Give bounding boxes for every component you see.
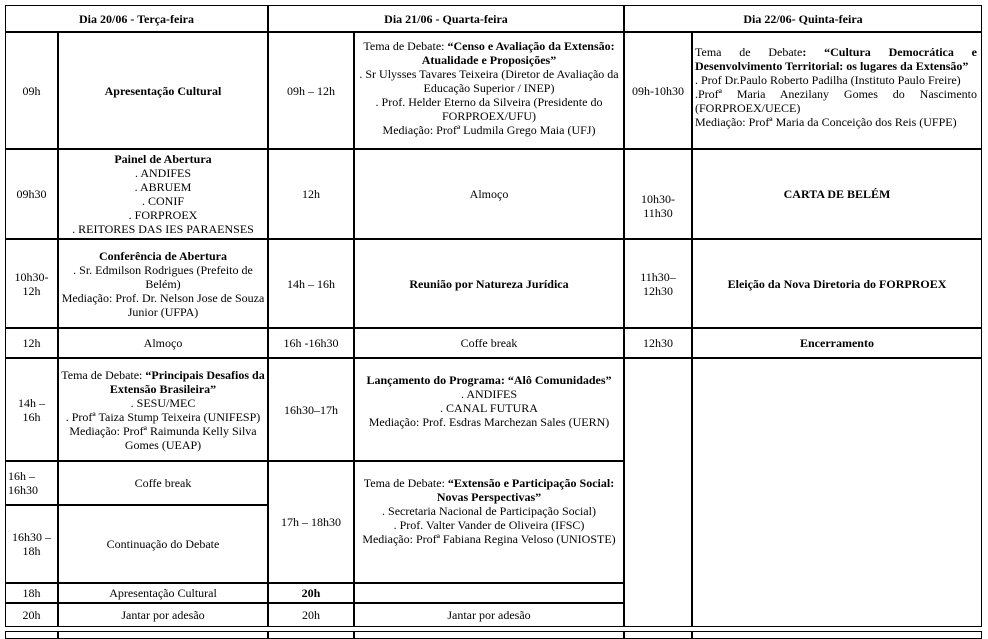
theme-title: “Extensão e Participação Social: Novas Perspectivas” bbox=[436, 476, 615, 504]
header-day-2-label: Dia 21/06 - Quarta-feira bbox=[384, 11, 508, 26]
next-row-cell bbox=[692, 631, 982, 639]
day2-activity-r6 bbox=[354, 461, 624, 583]
time-label: 12h bbox=[22, 336, 41, 350]
day1-time-r4 bbox=[5, 328, 58, 358]
header-day-3-label: Dia 22/06- Quinta-feira bbox=[743, 11, 863, 26]
time-label: 10h30-11h30 bbox=[641, 192, 675, 220]
day2-activity-r8 bbox=[354, 603, 624, 627]
day1-activity-r8 bbox=[58, 583, 268, 603]
activity-title: Continuação do Debate bbox=[106, 537, 220, 551]
list-item: . Sr Ulysses Tavares Teixeira (Diretor de Avaliação da Educação Superior / INEP) bbox=[359, 67, 619, 95]
day2-time-r3 bbox=[268, 239, 354, 328]
theme-title-continued: Desenvolvimento Territorial: os lugares da Extensão” bbox=[695, 59, 969, 73]
list-item: . Prof. Helder Eterno da Silveira (Presidente do FORPROEX/UFU) bbox=[375, 95, 603, 123]
day1-activity-r6 bbox=[58, 461, 268, 505]
time-label: 20h bbox=[301, 586, 321, 600]
activity-title: Apresentação Cultural bbox=[109, 586, 217, 600]
speaker: . Sr. Edmilson Rodrigues (Prefeito de Belém) bbox=[73, 262, 253, 291]
mediation: Mediação: Profª Ludmila Grego Maia (UFJ) bbox=[382, 123, 596, 137]
day2-activity-r7 bbox=[354, 583, 624, 603]
theme-prefix: Tema de Debate bbox=[695, 45, 803, 59]
mediation: Mediação: Profª Maria da Conceição dos Reis (UFPE) bbox=[695, 115, 957, 129]
theme-title: “Censo e Avaliação da Extensão: Atualidade e Proposições” bbox=[421, 39, 615, 67]
list-item: . REITORES DAS IES PARAENSES bbox=[72, 222, 254, 236]
mediation: Mediação: Profª Raimunda Kelly Silva Gomes (UEAP) bbox=[69, 423, 257, 452]
time-label: 09h bbox=[22, 83, 41, 98]
day2-activity-r1 bbox=[354, 32, 624, 149]
day2-time-r2 bbox=[268, 149, 354, 239]
time-label: 09h30 bbox=[16, 187, 47, 201]
day1-activity-r3 bbox=[58, 239, 268, 328]
next-row-cell bbox=[5, 631, 58, 639]
day1-activity-r7 bbox=[58, 505, 268, 583]
day1-time-r8 bbox=[5, 583, 58, 603]
activity-title: Painel de Abertura bbox=[114, 152, 212, 166]
theme-title: “Principais Desafios da Extensão Brasileira” bbox=[109, 367, 265, 396]
activity-title: Jantar por adesão bbox=[447, 608, 531, 622]
time-label: 20h bbox=[302, 608, 320, 622]
time-label: 16h – 16h30 bbox=[8, 469, 38, 497]
time-label: 16h30–17h bbox=[284, 402, 338, 417]
list-item: . ABRUEM bbox=[134, 180, 192, 194]
day1-activity-r5 bbox=[58, 358, 268, 461]
header-day-1-label: Dia 20/06 - Terça-feira bbox=[79, 11, 194, 26]
activity-title: Coffe break bbox=[460, 336, 518, 350]
time-label: 17h – 18h30 bbox=[281, 515, 341, 529]
next-row-cell bbox=[624, 631, 692, 639]
day3-activity-r3 bbox=[692, 239, 982, 328]
theme-prefix: Tema de Debate: bbox=[363, 476, 448, 490]
day3-time-r1 bbox=[624, 32, 692, 149]
day1-time-r3 bbox=[5, 239, 58, 328]
day3-activity-r4 bbox=[692, 328, 982, 358]
activity-title: CARTA DE BELÉM bbox=[783, 187, 891, 201]
day1-time-r1 bbox=[5, 32, 58, 149]
header-day-2 bbox=[268, 5, 624, 32]
time-label: 10h30-12h bbox=[14, 269, 49, 298]
day2-activity-r5 bbox=[354, 358, 624, 461]
activity-title: Encerramento bbox=[800, 336, 874, 350]
header-day-1 bbox=[5, 5, 268, 32]
time-label: 12h bbox=[302, 187, 320, 201]
day3-activity-empty bbox=[692, 358, 982, 627]
day3-activity-r1 bbox=[692, 32, 982, 149]
list-item: . Profª Taiza Stump Teixeira (UNIFESP) bbox=[65, 409, 261, 424]
time-label: 11h30–12h30 bbox=[640, 269, 676, 298]
list-item: . CANAL FUTURA bbox=[440, 401, 538, 415]
list-item: . CONIF bbox=[141, 194, 184, 208]
list-item: .Profª Maria Anezilany Gomes do Nascimento bbox=[695, 87, 977, 101]
day2-activity-r4 bbox=[354, 328, 624, 358]
next-row-cell bbox=[354, 631, 624, 639]
list-item: . Prof. Valter Vander de Oliveira (IFSC) bbox=[393, 518, 585, 532]
day1-time-r2 bbox=[5, 149, 58, 239]
time-label: 16h30 – 18h bbox=[12, 530, 51, 558]
activity-title: Almoço bbox=[469, 187, 509, 201]
day1-time-r7 bbox=[5, 505, 58, 583]
activity-title: Almoço bbox=[143, 336, 183, 350]
time-label: 14h – 16h bbox=[18, 395, 45, 424]
theme-prefix: Tema de Debate: bbox=[363, 39, 448, 53]
list-item: . FORPROEX bbox=[128, 208, 198, 222]
day2-time-r6 bbox=[268, 461, 354, 583]
activity-title: Jantar por adesão bbox=[121, 608, 205, 622]
day1-activity-r9 bbox=[58, 603, 268, 627]
time-label: 14h – 16h bbox=[287, 276, 335, 291]
day3-activity-r2 bbox=[692, 149, 982, 239]
list-item-continued: (FORPROEX/UECE) bbox=[695, 101, 801, 115]
day2-time-r5 bbox=[268, 358, 354, 461]
day3-time-empty bbox=[624, 358, 692, 627]
day1-time-r5 bbox=[5, 358, 58, 461]
next-row-cell bbox=[268, 631, 354, 639]
day3-time-r2 bbox=[624, 149, 692, 239]
day2-time-r7 bbox=[268, 583, 354, 603]
activity-title: Lançamento do Programa: “Alô Comunidades” bbox=[366, 373, 612, 387]
header-day-3 bbox=[624, 5, 982, 32]
time-label: 09h-10h30 bbox=[632, 83, 684, 98]
activity-title: Coffe break bbox=[134, 476, 192, 490]
day1-activity-r4 bbox=[58, 328, 268, 358]
mediation: Mediação: Prof. Dr. Nelson Jose de Souza Junior (UFPA) bbox=[61, 290, 265, 319]
mediation: Mediação: Prof. Esdras Marchezan Sales (UERN) bbox=[368, 415, 610, 429]
activity-title: Eleição da Nova Diretoria do FORPROEX bbox=[727, 276, 947, 291]
activity-title: Reunião por Natureza Jurídica bbox=[409, 276, 569, 291]
day2-time-r1 bbox=[268, 32, 354, 149]
day1-activity-r2 bbox=[58, 149, 268, 239]
day2-time-r4 bbox=[268, 328, 354, 358]
next-row-cell bbox=[58, 631, 268, 639]
list-item: . SESU/MEC bbox=[130, 395, 196, 410]
activity-title: Apresentação Cultural bbox=[104, 83, 222, 98]
list-item: . Secretaria Nacional de Participação Social) bbox=[382, 504, 596, 518]
theme-title: : “Cultura Democrática e bbox=[802, 45, 977, 59]
day1-time-r6 bbox=[5, 461, 58, 505]
mediation: Mediação: Profª Fabiana Regina Veloso (UNIOSTE) bbox=[362, 532, 616, 546]
day1-activity-r1 bbox=[58, 32, 268, 149]
day2-activity-r3 bbox=[354, 239, 624, 328]
day1-time-r9 bbox=[5, 603, 58, 627]
time-label: 20h bbox=[22, 608, 41, 622]
list-item: . ANDIFES bbox=[460, 387, 517, 401]
day3-time-r4 bbox=[624, 328, 692, 358]
day3-time-r3 bbox=[624, 239, 692, 328]
day2-activity-r2 bbox=[354, 149, 624, 239]
time-label: 09h – 12h bbox=[287, 83, 335, 98]
day2-time-r8 bbox=[268, 603, 354, 627]
time-label: 16h -16h30 bbox=[283, 336, 339, 350]
list-item: . Prof Dr.Paulo Roberto Padilha (Instituto Paulo Freire) bbox=[695, 73, 961, 87]
theme-prefix: Tema de Debate: bbox=[61, 367, 146, 382]
time-label: 18h bbox=[22, 586, 41, 600]
list-item: . ANDIFES bbox=[134, 166, 191, 180]
activity-title: Conferência de Abertura bbox=[99, 248, 227, 263]
time-label: 12h30 bbox=[643, 336, 673, 350]
